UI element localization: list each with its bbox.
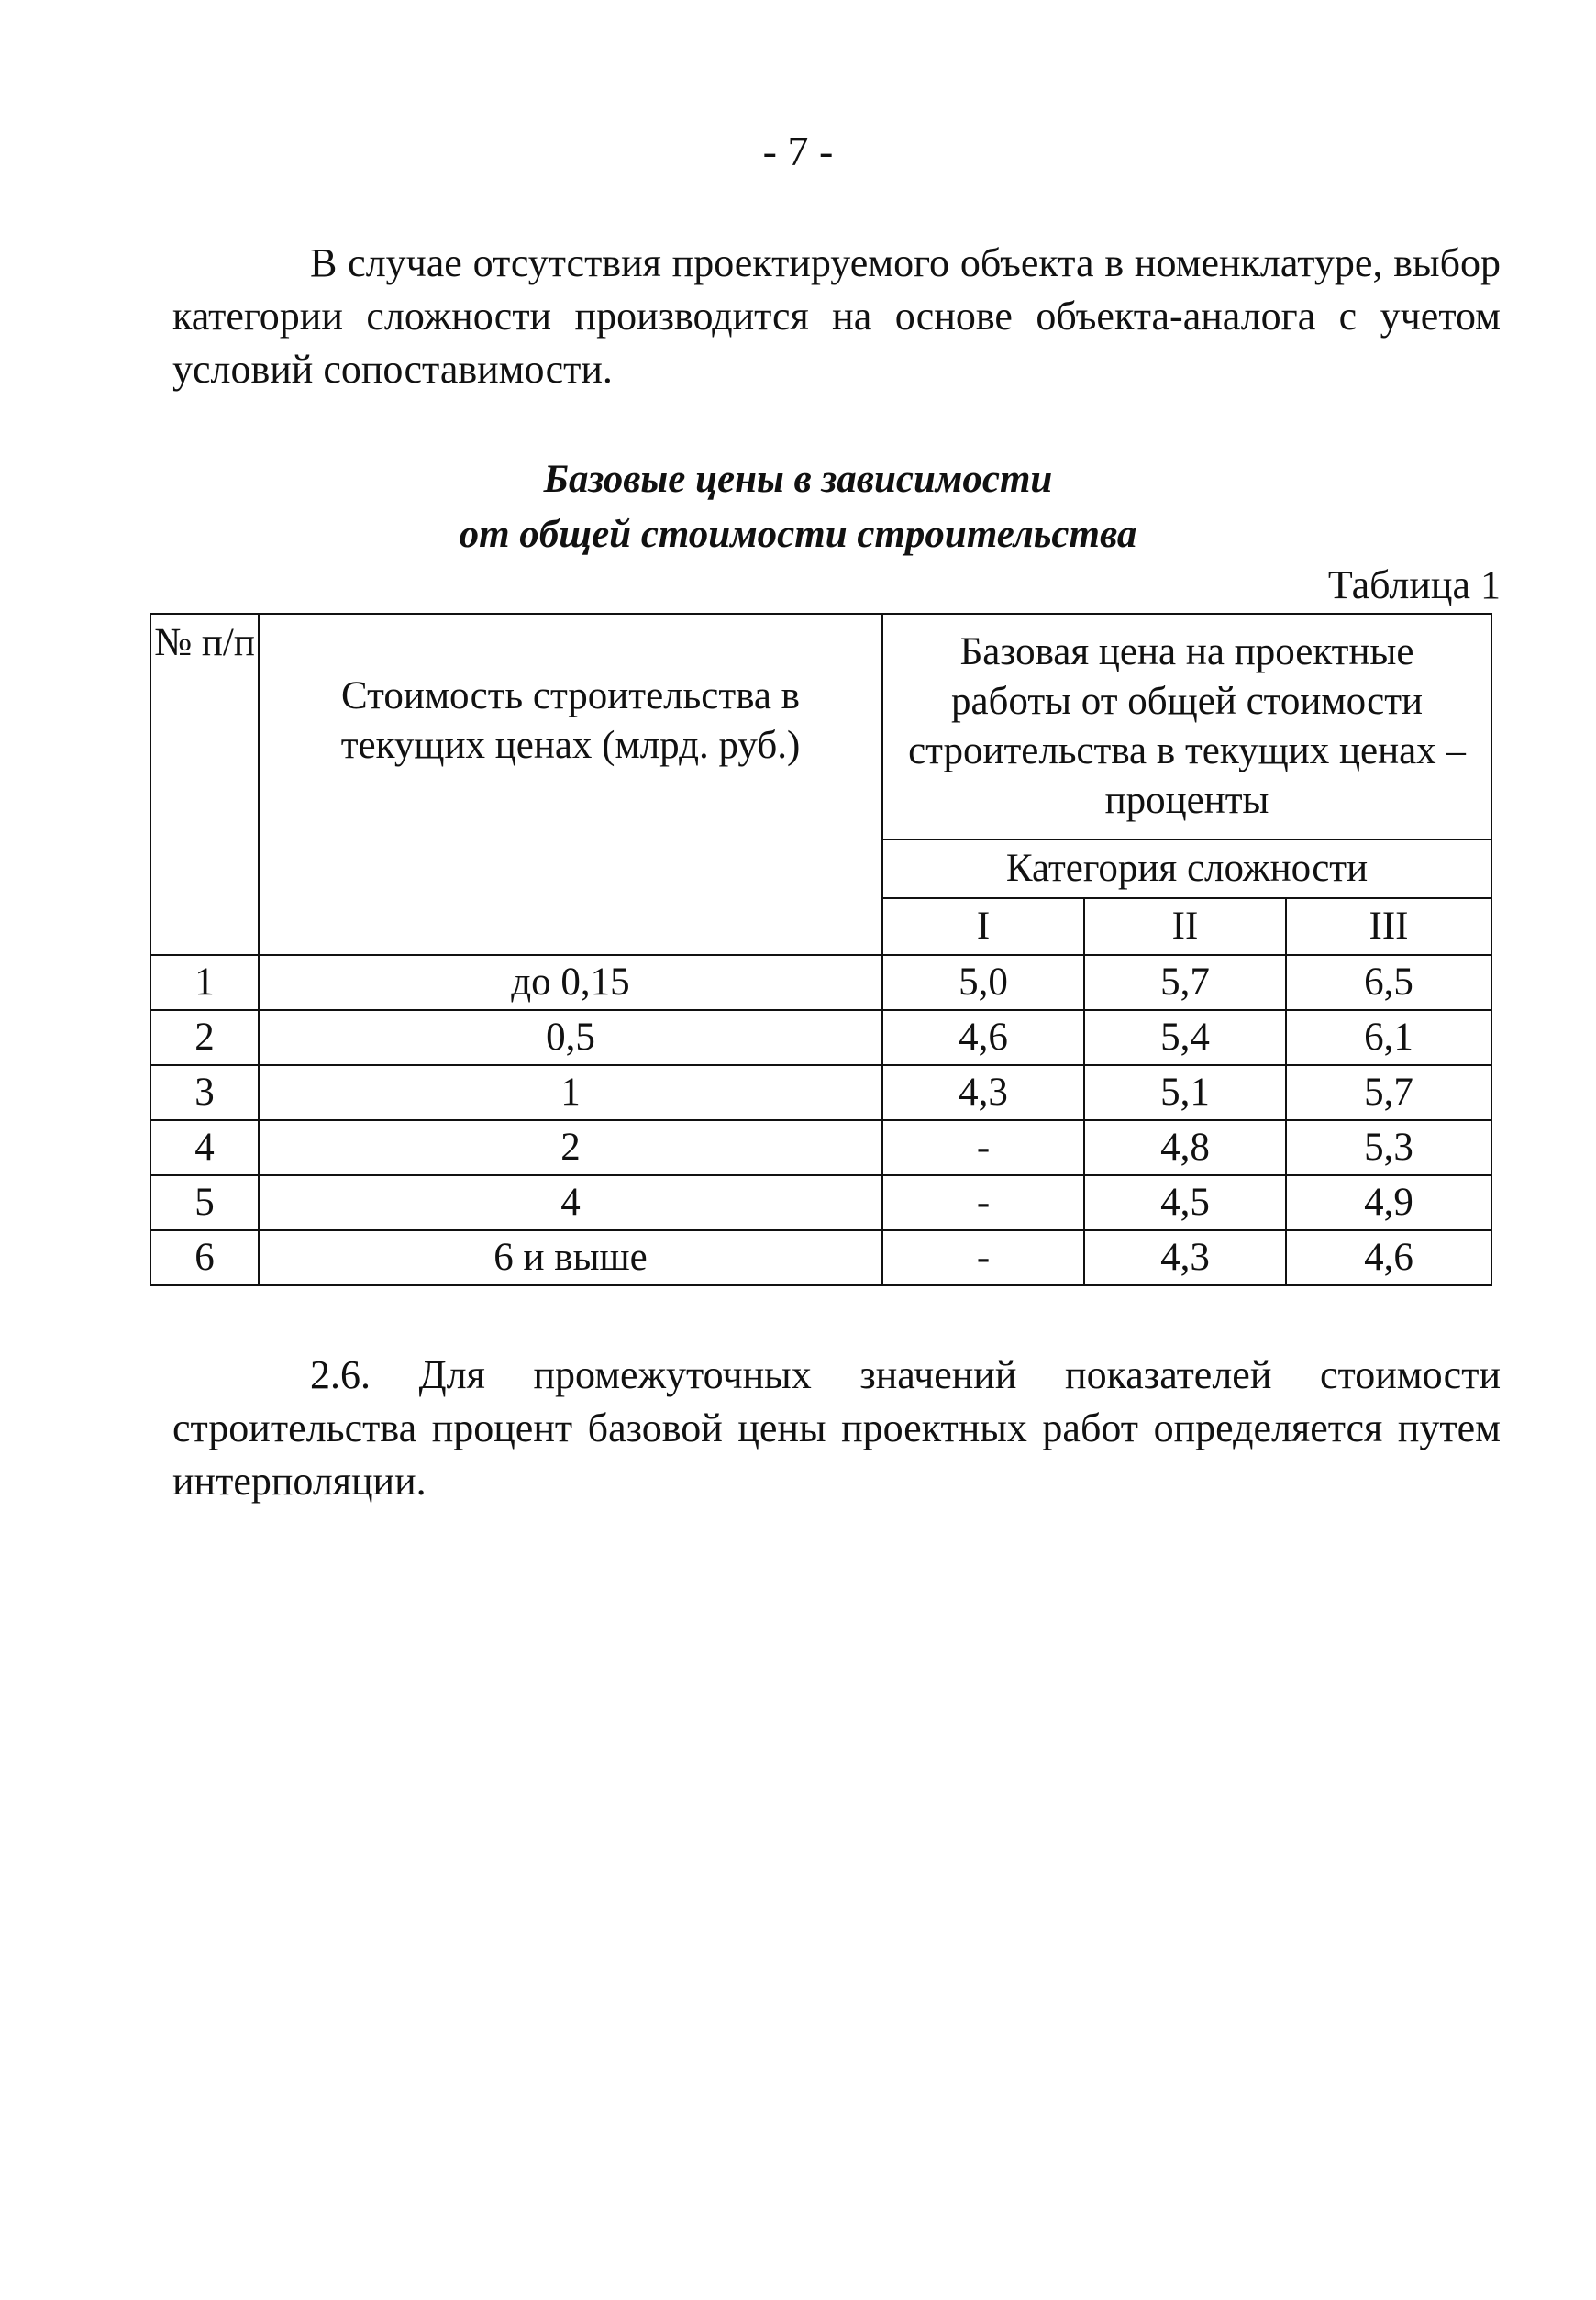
row-cost: 0,5: [259, 1010, 882, 1065]
row-category-1-value: -: [882, 1120, 1084, 1175]
table-row: [150, 1230, 1491, 1285]
row-number: 3: [150, 1065, 259, 1120]
row-category-2-value: 5,1: [1084, 1065, 1286, 1120]
table-row: [150, 1010, 1491, 1065]
row-category-1-value: 4,3: [882, 1065, 1084, 1120]
row-category-1-value: 5,0: [882, 955, 1084, 1010]
row-category-3-value: 4,6: [1286, 1230, 1491, 1285]
row-category-2-value: 5,4: [1084, 1010, 1286, 1065]
table-label: Таблица 1: [1327, 562, 1501, 607]
table-row: [150, 955, 1491, 1010]
row-category-1-value: -: [882, 1175, 1084, 1230]
row-category-3-value: 6,5: [1286, 955, 1491, 1010]
paragraph-complexity-selection: [172, 237, 1501, 396]
row-cost: 2: [259, 1120, 882, 1175]
row-number: 1: [150, 955, 259, 1010]
row-category-1-value: -: [882, 1230, 1084, 1285]
row-cost: 4: [259, 1175, 882, 1230]
row-number: 4: [150, 1120, 259, 1175]
row-category-1-value: 4,6: [882, 1010, 1084, 1065]
row-category-3-value: 5,7: [1286, 1065, 1491, 1120]
row-number: 5: [150, 1175, 259, 1230]
header-number: № п/п: [150, 614, 259, 955]
header-base-price: Базовая цена на проектные работы от общей стоимости строительства в текущих ценах – проценты: [882, 614, 1491, 839]
header-category-1: I: [882, 898, 1084, 955]
row-category-3-value: 5,3: [1286, 1120, 1491, 1175]
row-cost: 1: [259, 1065, 882, 1120]
paragraph-2-text: 2.6. Для промежуточных значений показателей стоимости строительства процент базовой цены проектных работ определяется путем интерполяции.: [172, 1352, 1501, 1504]
table-row: [150, 1120, 1491, 1175]
row-category-3-value: 6,1: [1286, 1010, 1491, 1065]
table-heading-line-1: Базовые цены в зависимости: [543, 458, 1053, 501]
row-category-3-value: 4,9: [1286, 1175, 1491, 1230]
row-category-2-value: 5,7: [1084, 955, 1286, 1010]
row-number: 6: [150, 1230, 259, 1285]
paragraph-1-text: В случае отсутствия проектируемого объекта в номенклатуре, выбор категории сложности производится на основе объекта-аналога с учетом условий сопоставимости.: [172, 240, 1501, 392]
row-category-2-value: 4,3: [1084, 1230, 1286, 1285]
header-complexity-category: Категория сложности: [882, 839, 1491, 898]
paragraph-interpolation: [172, 1349, 1501, 1508]
table-row: [150, 1065, 1491, 1120]
header-construction-cost: Стоимость строительства в текущих ценах (млрд. руб.): [259, 614, 882, 955]
table-row: [150, 1175, 1491, 1230]
row-category-2-value: 4,8: [1084, 1120, 1286, 1175]
row-category-2-value: 4,5: [1084, 1175, 1286, 1230]
row-cost: 6 и выше: [259, 1230, 882, 1285]
row-cost: до 0,15: [259, 955, 882, 1010]
table-heading-line-2: от общей стоимости строительства: [459, 513, 1137, 556]
page-number: - 7 -: [762, 128, 834, 174]
header-category-2: II: [1084, 898, 1286, 955]
row-number: 2: [150, 1010, 259, 1065]
header-category-3: III: [1286, 898, 1491, 955]
base-prices-table: [150, 613, 1492, 1286]
